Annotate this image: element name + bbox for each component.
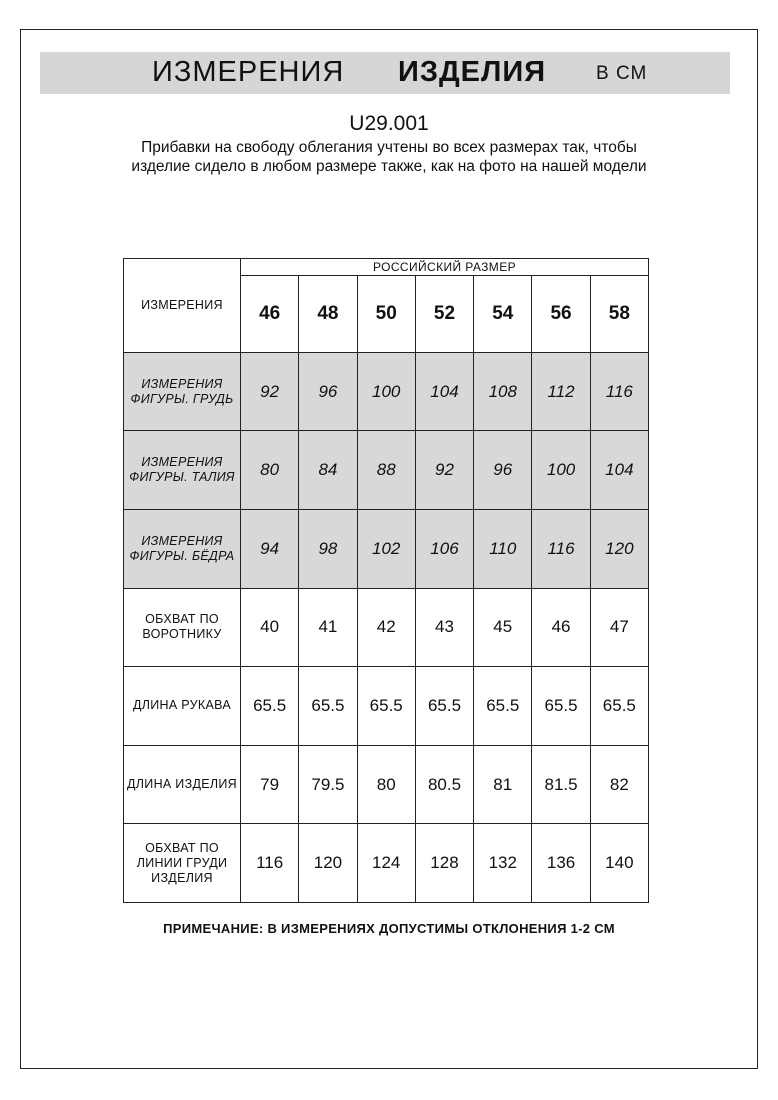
- value-cell: 40: [241, 588, 299, 667]
- size-header-cell: 58: [590, 276, 648, 353]
- value-cell: 102: [357, 509, 415, 588]
- value-cell: 46: [532, 588, 590, 667]
- value-cell: 140: [590, 824, 648, 903]
- value-cell: 80: [241, 431, 299, 510]
- value-cell: 79.5: [299, 745, 357, 824]
- value-cell: 132: [474, 824, 532, 903]
- value-cell: 79: [241, 745, 299, 824]
- table-row: [124, 588, 649, 667]
- value-cell: 124: [357, 824, 415, 903]
- row-label: ОБХВАТ ПО ВОРОТНИКУ: [124, 588, 241, 667]
- header-title-part1: ИЗМЕРЕНИЯ: [152, 56, 345, 88]
- value-cell: 80.5: [415, 745, 473, 824]
- size-header-cell: 46: [241, 276, 299, 353]
- row-label: ОБХВАТ ПО ЛИНИИ ГРУДИ ИЗДЕЛИЯ: [124, 824, 241, 903]
- table-row: [124, 745, 649, 824]
- table-row: [124, 352, 649, 431]
- value-cell: 43: [415, 588, 473, 667]
- value-cell: 96: [299, 352, 357, 431]
- note-text: ПРИМЕЧАНИЕ: В ИЗМЕРЕНИЯХ ДОПУСТИМЫ ОТКЛОНЕНИЯ 1-2 СМ: [163, 921, 615, 936]
- value-cell: 65.5: [357, 667, 415, 746]
- table-row: [124, 824, 649, 903]
- table-row: [124, 509, 649, 588]
- value-cell: 65.5: [474, 667, 532, 746]
- value-cell: 116: [590, 352, 648, 431]
- value-cell: 81.5: [532, 745, 590, 824]
- row-label: ДЛИНА РУКАВА: [124, 667, 241, 746]
- value-cell: 106: [415, 509, 473, 588]
- fit-description: Прибавки на свободу облегания учтены во всех размерах так, чтобы изделие сидело в любом размере также, как на фото на нашей модели: [131, 139, 647, 175]
- value-cell: 120: [590, 509, 648, 588]
- value-cell: 82: [590, 745, 648, 824]
- row-label: ИЗМЕРЕНИЯ ФИГУРЫ. ГРУДЬ: [124, 352, 241, 431]
- value-cell: 128: [415, 824, 473, 903]
- value-cell: 96: [474, 431, 532, 510]
- value-cell: 136: [532, 824, 590, 903]
- value-cell: 92: [241, 352, 299, 431]
- value-cell: 104: [415, 352, 473, 431]
- size-table: [123, 258, 649, 903]
- value-cell: 94: [241, 509, 299, 588]
- size-header-cell: 50: [357, 276, 415, 353]
- size-header-cell: 56: [532, 276, 590, 353]
- header-banner: [40, 52, 730, 94]
- value-cell: 104: [590, 431, 648, 510]
- value-cell: 41: [299, 588, 357, 667]
- corner-label: ИЗМЕРЕНИЯ: [124, 259, 241, 353]
- value-cell: 110: [474, 509, 532, 588]
- size-header-cell: 54: [474, 276, 532, 353]
- row-label: ИЗМЕРЕНИЯ ФИГУРЫ. БЁДРА: [124, 509, 241, 588]
- value-cell: 65.5: [415, 667, 473, 746]
- product-code: U29.001: [349, 112, 429, 135]
- size-header-cell: 48: [299, 276, 357, 353]
- value-cell: 47: [590, 588, 648, 667]
- value-cell: 120: [299, 824, 357, 903]
- table-row: [124, 667, 649, 746]
- value-cell: 98: [299, 509, 357, 588]
- value-cell: 65.5: [532, 667, 590, 746]
- value-cell: 65.5: [590, 667, 648, 746]
- value-cell: 42: [357, 588, 415, 667]
- value-cell: 65.5: [299, 667, 357, 746]
- row-label: ДЛИНА ИЗДЕЛИЯ: [124, 745, 241, 824]
- value-cell: 84: [299, 431, 357, 510]
- group-header: РОССИЙСКИЙ РАЗМЕР: [241, 259, 649, 276]
- row-label: ИЗМЕРЕНИЯ ФИГУРЫ. ТАЛИЯ: [124, 431, 241, 510]
- value-cell: 112: [532, 352, 590, 431]
- value-cell: 100: [357, 352, 415, 431]
- value-cell: 80: [357, 745, 415, 824]
- value-cell: 100: [532, 431, 590, 510]
- value-cell: 81: [474, 745, 532, 824]
- header-unit: В СМ: [596, 63, 648, 84]
- table-group-header-row: [124, 259, 649, 276]
- table-row: [124, 431, 649, 510]
- value-cell: 92: [415, 431, 473, 510]
- value-cell: 88: [357, 431, 415, 510]
- value-cell: 45: [474, 588, 532, 667]
- value-cell: 65.5: [241, 667, 299, 746]
- header-title-part2: ИЗДЕЛИЯ: [398, 56, 547, 88]
- size-header-cell: 52: [415, 276, 473, 353]
- value-cell: 108: [474, 352, 532, 431]
- value-cell: 116: [241, 824, 299, 903]
- value-cell: 116: [532, 509, 590, 588]
